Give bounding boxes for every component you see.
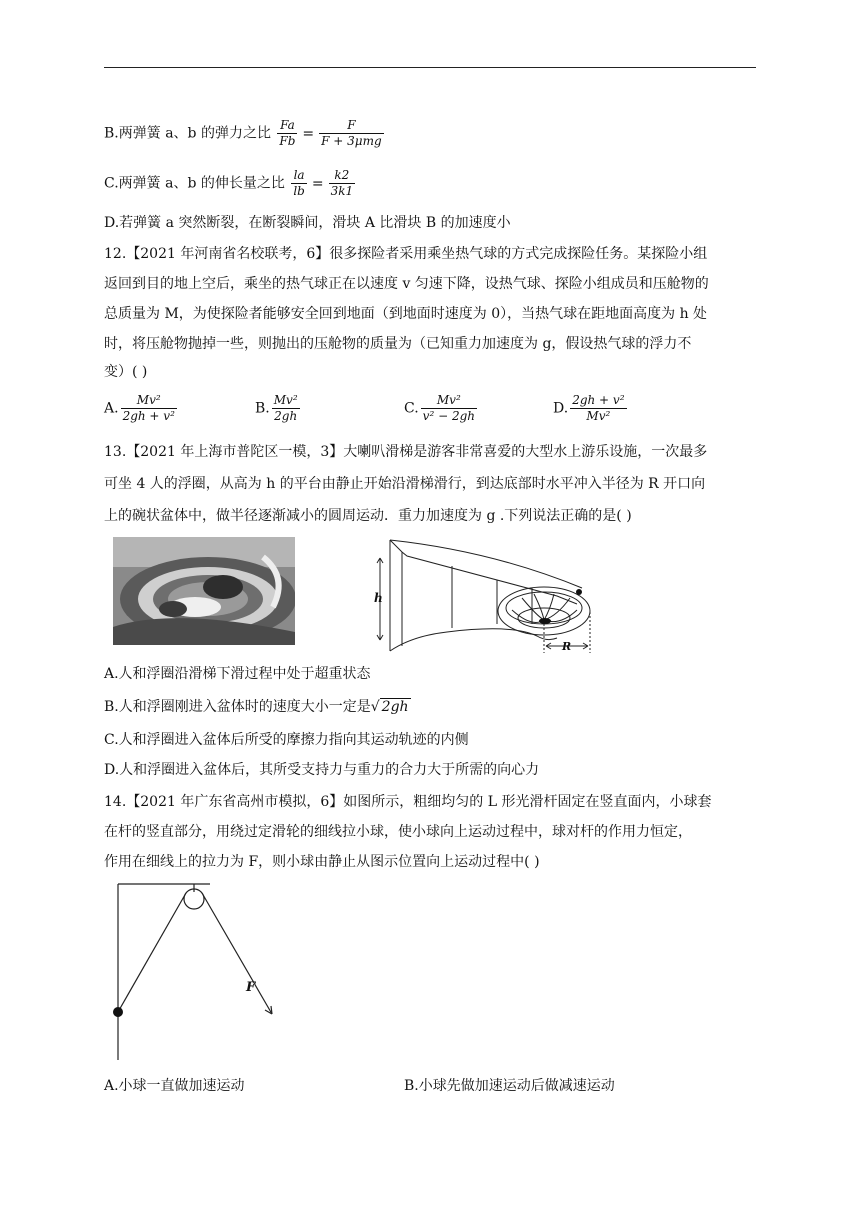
q11-option-b-text: B.两弹簧 a、b 的弹力之比	[104, 125, 271, 142]
pulley-diagram	[106, 878, 296, 1063]
option-label: D.	[553, 400, 569, 417]
q12-stem-line-1: 12.【2021 年河南省名校联考，6】很多探险者采用乘坐热气球的方式完成探险任务。某探险小组	[104, 246, 708, 262]
fraction-denominator: v² − 2gh	[422, 409, 475, 423]
q11-option-b-lhs-fraction	[277, 118, 297, 149]
q11-option-b	[104, 118, 386, 149]
fraction-numerator: 2gh + v²	[572, 393, 625, 407]
fraction-numerator: Mv²	[121, 393, 177, 409]
slide-diagram	[372, 536, 642, 656]
fraction-denominator: F + 3μmg	[321, 134, 382, 148]
fraction-denominator: 2gh	[274, 409, 298, 423]
header-rule	[104, 67, 756, 68]
sqrt-radicand: 2gh	[381, 699, 409, 715]
q12-stem-line-2: 返回到目的地上空后，乘坐的热气球正在以速度 v 匀速下降，设热气球、探险小组成员和压舱物的	[104, 276, 709, 292]
q11-option-c	[104, 168, 357, 199]
fraction-numerator: Fa	[277, 118, 297, 134]
q12-stem-line-3: 总质量为 M，为使探险者能够安全回到地面（到地面时速度为 0），当热气球在距地面高度为 h 处	[104, 306, 708, 322]
option-fraction	[421, 393, 477, 424]
equals-sign: =	[302, 125, 315, 142]
q12-option-c	[404, 393, 479, 424]
q13-option-c: C.人和浮圈进入盆体后所受的摩擦力指向其运动轨迹的内侧	[104, 732, 469, 748]
q13-option-a: A.人和浮圈沿滑梯下滑过程中处于超重状态	[104, 666, 371, 682]
waterslide-photo	[113, 537, 295, 645]
q14-option-a: A.小球一直做加速运动	[104, 1078, 245, 1094]
q11-option-b-rhs-fraction	[319, 118, 384, 149]
option-label: C.	[404, 400, 419, 417]
q12-option-d	[553, 393, 629, 424]
q14-stem-line-1: 14.【2021 年广东省高州市模拟，6】如图所示，粗细均匀的 L 形光滑杆固定在竖直面内，小球套	[104, 794, 712, 810]
fraction-numerator: la	[291, 168, 307, 184]
height-label: h	[374, 591, 383, 605]
fraction-denominator: 2gh + v²	[122, 409, 175, 423]
option-fraction	[121, 393, 177, 424]
fraction-denominator: Mv²	[586, 409, 611, 423]
q14-option-b: B.小球先做加速运动后做减速运动	[404, 1078, 615, 1094]
q11-option-d: D.若弹簧 a 突然断裂，在断裂瞬间，滑块 A 比滑块 B 的加速度小	[104, 215, 511, 231]
q11-option-c-text: C.两弹簧 a、b 的伸长量之比	[104, 175, 285, 192]
option-label: A.	[104, 400, 119, 417]
q11-option-c-lhs-fraction	[291, 168, 307, 199]
fraction-numerator: Mv²	[421, 393, 477, 409]
q13-stem-line-3: 上的碗状盆体中，做半径逐渐减小的圆周运动．重力加速度为 g .下列说法正确的是( )	[104, 508, 632, 524]
fraction-numerator: Mv²	[273, 393, 298, 407]
float-ring-mark	[576, 589, 582, 595]
q13-stem-line-2: 可坐 4 人的浮圈，从高为 h 的平台由静止开始沿滑梯滑行，到达底部时水平冲入半径为 R 开口向	[104, 476, 706, 492]
q13-stem-line-1: 13.【2021 年上海市普陀区一模，3】大喇叭滑梯是游客非常喜爱的大型水上游乐设施，一次最多	[104, 444, 708, 460]
equals-sign: =	[311, 175, 324, 192]
bowl-center-mark	[539, 618, 551, 624]
q13-option-b-text: B.人和浮圈刚进入盆体时的速度大小一定是	[104, 699, 371, 715]
q12-stem-line-5: 变）( )	[104, 364, 148, 380]
fraction-denominator: lb	[293, 184, 305, 198]
fraction-denominator: Fb	[279, 134, 296, 148]
fraction-denominator: 3k1	[330, 184, 354, 198]
fraction-numerator: k2	[329, 168, 356, 184]
force-label: F	[246, 980, 256, 995]
ball-icon	[113, 1007, 123, 1017]
q14-stem-line-2: 在杆的竖直部分，用绕过定滑轮的细线拉小球，使小球向上运动过程中，球对杆的作用力恒定，	[104, 824, 692, 840]
q12-option-a	[104, 393, 179, 424]
option-fraction	[570, 393, 626, 424]
option-label: B.	[255, 400, 270, 417]
q12-stem-line-4: 时，将压舱物抛掉一些，则抛出的压舱物的质量为（已知重力加速度为 g，假设热气球的浮力不	[104, 336, 692, 352]
q13-option-d: D.人和浮圈进入盆体后，其所受支持力与重力的合力大于所需的向心力	[104, 762, 540, 778]
radius-label: R	[562, 640, 572, 653]
fraction-numerator: F	[319, 118, 384, 134]
option-fraction	[272, 393, 300, 424]
q12-option-b	[255, 393, 302, 424]
sqrt-expression: √ 2gh	[370, 699, 409, 715]
q14-stem-line-3: 作用在细线上的拉力为 F，则小球由静止从图示位置向上运动过程中( )	[104, 854, 540, 870]
q13-option-b	[104, 697, 411, 717]
q11-option-c-rhs-fraction	[329, 168, 356, 199]
